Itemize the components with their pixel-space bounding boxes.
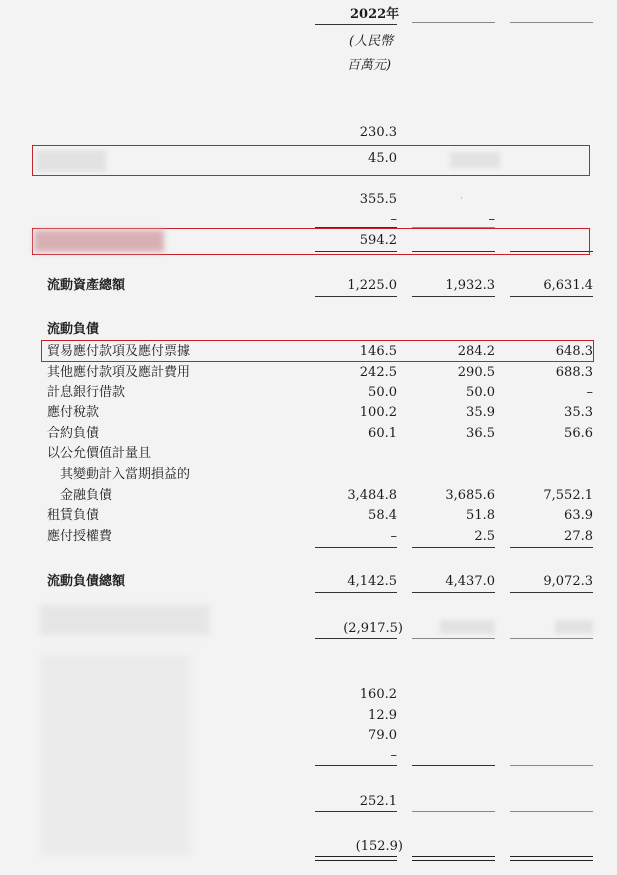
current-liabilities-total-c2: 4,437.0 [445, 574, 495, 589]
underline-net-c1 [315, 638, 397, 639]
row-contract-liabilities-c3: 56.6 [564, 426, 593, 441]
faded-mark: · [460, 194, 463, 204]
final-value: (152.9) [355, 839, 403, 854]
unit-line-1: (人民幣 [349, 34, 394, 49]
row-label-trade-payables: 貿易應付款項及應付票據 [47, 344, 191, 359]
lower-value-2: 12.9 [368, 708, 397, 723]
lower-value-3: 79.0 [368, 728, 397, 743]
row-label-bank-borrowings: 計息銀行借款 [47, 385, 126, 400]
row-contract-liabilities-c2: 36.5 [466, 426, 495, 441]
year-header: 2022年 [350, 7, 400, 22]
row-label-fvtpl-line1: 以公允價值計量且 [47, 446, 152, 461]
redacted-label-1 [36, 150, 106, 172]
row-other-payables-c2: 290.5 [457, 365, 495, 380]
value-230-3: 230.3 [359, 125, 397, 140]
redacted-net-c2 [440, 620, 495, 634]
row-other-payables-c1: 242.5 [359, 365, 397, 380]
underline-clt-c1 [315, 592, 397, 593]
row-bank-borrowings-c3: – [586, 385, 593, 400]
underline-net-c2 [412, 638, 495, 639]
underline-net-c3 [510, 638, 593, 639]
lower-total: 252.1 [359, 794, 397, 809]
row-label-license-fee: 應付授權費 [47, 529, 113, 544]
row-lease-liabilities-c3: 63.9 [564, 508, 593, 523]
row-fvtpl-c3: 7,552.1 [543, 488, 593, 503]
redacted-value-1 [450, 152, 500, 168]
underline-lower-c3 [510, 765, 593, 766]
underline-lt-c1 [315, 811, 397, 812]
underline-lt-c2 [412, 811, 495, 812]
row-trade-payables-c3: 648.3 [555, 344, 593, 359]
row-tax-payable-c1: 100.2 [359, 405, 397, 420]
underline-lic-c2 [412, 547, 495, 548]
double-underline-c2 [412, 856, 495, 861]
double-underline-c1 [315, 856, 397, 861]
header-underline [315, 24, 397, 25]
current-assets-total-2022: 1,225.0 [347, 278, 397, 293]
underline-594-c2 [412, 251, 495, 252]
row-label-fvtpl-line3: 金融負債 [60, 488, 113, 503]
row-tax-payable-c2: 35.9 [466, 405, 495, 420]
row-fvtpl-c2: 3,685.6 [445, 488, 495, 503]
underline-cat-c1 [315, 296, 397, 297]
row-label-contract-liabilities: 合約負債 [47, 426, 100, 441]
lower-value-4: – [390, 748, 397, 763]
row-license-fee-c2: 2.5 [474, 529, 495, 544]
redacted-lower-labels [40, 655, 190, 855]
row-label-fvtpl-line2: 其變動計入當期損益的 [60, 467, 191, 482]
underline-cat-c2 [412, 296, 495, 297]
header-underline-col3 [510, 22, 593, 23]
redacted-label-2 [34, 230, 164, 252]
underline-cat-c3 [510, 296, 593, 297]
underline-594-c3 [510, 251, 593, 252]
header-underline-col2 [412, 22, 495, 23]
row-label-lease-liabilities: 租賃負債 [47, 508, 100, 523]
row-contract-liabilities-c1: 60.1 [368, 426, 397, 441]
dash-value-1: – [390, 212, 397, 227]
current-liabilities-total-c1: 4,142.5 [347, 574, 397, 589]
row-bank-borrowings-c1: 50.0 [368, 385, 397, 400]
dash-value-2: – [488, 212, 495, 227]
value-45-0: 45.0 [368, 151, 397, 166]
row-lease-liabilities-c1: 58.4 [368, 508, 397, 523]
row-other-payables-c3: 688.3 [555, 365, 593, 380]
underline-594 [315, 251, 397, 252]
highlight-box-1 [32, 145, 590, 176]
double-underline-c3 [510, 856, 593, 861]
row-label-other-payables: 其他應付款項及應計費用 [47, 365, 191, 380]
row-label-tax-payable: 應付稅款 [47, 405, 100, 420]
value-355-5: 355.5 [359, 192, 397, 207]
redacted-label-net [40, 605, 210, 635]
row-license-fee-c1: – [390, 529, 397, 544]
underline-lic-c1 [315, 547, 397, 548]
value-594-2: 594.2 [359, 233, 397, 248]
row-bank-borrowings-c2: 50.0 [466, 385, 495, 400]
row-lease-liabilities-c2: 51.8 [466, 508, 495, 523]
underline-clt-c2 [412, 592, 495, 593]
row-license-fee-c3: 27.8 [564, 529, 593, 544]
row-fvtpl-c1: 3,484.8 [347, 488, 397, 503]
underline-lower-c1 [315, 765, 397, 766]
underline-lic-c3 [510, 547, 593, 548]
current-assets-total-col2: 1,932.3 [445, 278, 495, 293]
lower-value-1: 160.2 [359, 687, 397, 702]
row-tax-payable-c3: 35.3 [564, 405, 593, 420]
current-liabilities-total-c3: 9,072.3 [543, 574, 593, 589]
net-value-2022: (2,917.5) [343, 621, 403, 636]
current-liabilities-total-label: 流動負債總額 [47, 574, 126, 589]
row-trade-payables-c2: 284.2 [457, 344, 495, 359]
underline-lower-c2 [412, 765, 495, 766]
unit-line-2: 百萬元) [347, 58, 392, 73]
redacted-net-c3 [555, 620, 593, 634]
underline-lt-c3 [510, 811, 593, 812]
current-liabilities-heading: 流動負債 [47, 322, 100, 337]
row-trade-payables-c1: 146.5 [359, 344, 397, 359]
underline-clt-c3 [510, 592, 593, 593]
current-assets-total-col3: 6,631.4 [543, 278, 593, 293]
current-assets-total-label: 流動資產總額 [47, 278, 126, 293]
